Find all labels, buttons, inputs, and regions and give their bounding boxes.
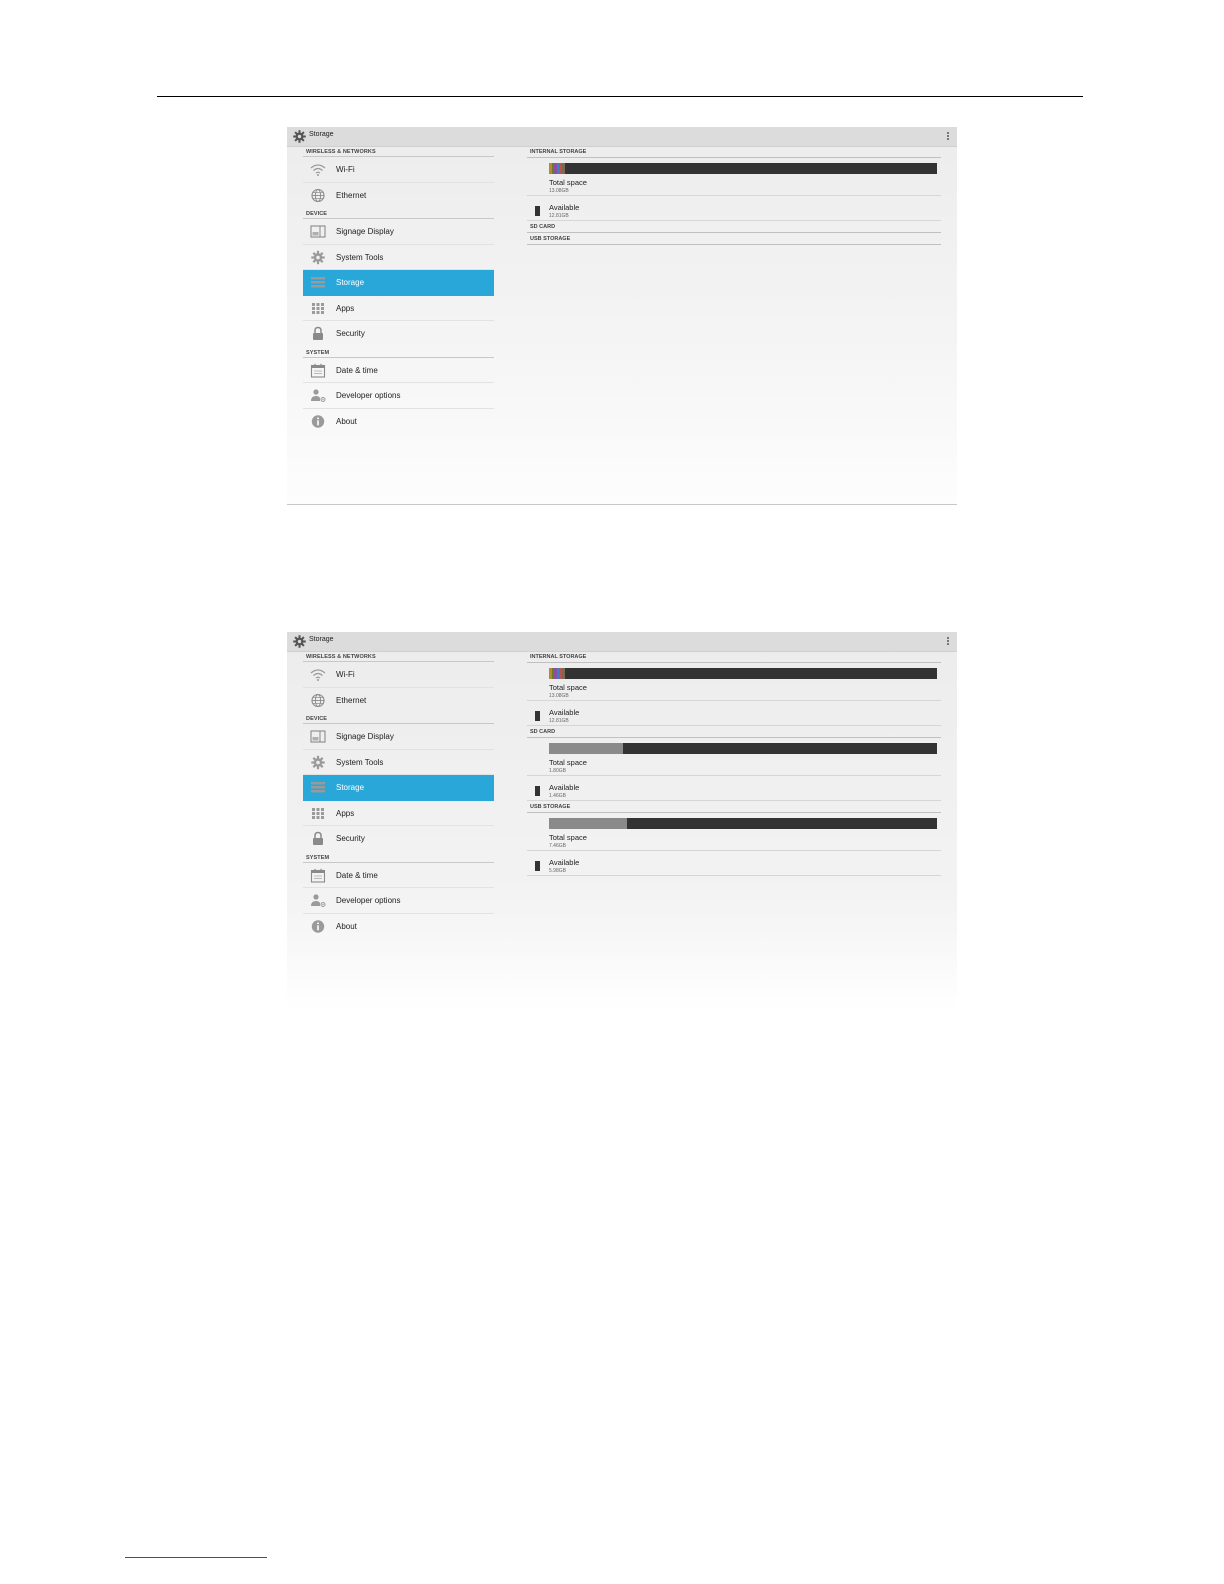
apps-grid-icon: [310, 301, 326, 316]
nav-item-label: Wi-Fi: [336, 670, 355, 679]
nav-section-header: SYSTEM: [303, 852, 494, 863]
storage-content: [527, 651, 941, 876]
nav-item-developer-options[interactable]: [303, 888, 494, 914]
nav-item-label: About: [336, 921, 357, 931]
nav-item-label: Storage: [336, 783, 365, 792]
nav-item-label: Ethernet: [336, 190, 367, 200]
available-color-swatch: [535, 206, 540, 216]
globe-icon: [310, 693, 326, 708]
total-space-row[interactable]: [527, 676, 941, 701]
storage-bar-row: [527, 158, 941, 171]
available-label: Available: [549, 708, 580, 717]
total-space-label: Total space: [549, 178, 587, 187]
lock-icon: [310, 831, 326, 846]
nav-item-label: Storage: [336, 278, 365, 287]
storage-section-header: SD CARD: [527, 221, 941, 233]
storage-section-header: SD CARD: [527, 726, 941, 738]
nav-item-apps[interactable]: [303, 801, 494, 827]
nav-item-label: Date & time: [336, 365, 378, 375]
total-space-label: Total space: [549, 683, 587, 692]
nav-section-header: DEVICE: [303, 713, 494, 724]
settings-gear-icon[interactable]: [292, 634, 307, 649]
action-bar-title: Storage: [309, 636, 334, 643]
nav-section-header: DEVICE: [303, 208, 494, 219]
nav-item-label: Apps: [336, 303, 355, 313]
total-space-row[interactable]: [527, 751, 941, 776]
page-header-rule: [157, 96, 1083, 97]
available-value: 12.81GB: [549, 718, 569, 724]
available-row[interactable]: [527, 701, 941, 726]
action-bar: [287, 127, 957, 147]
nav-item-label: Apps: [336, 808, 355, 818]
nav-item-system-tools[interactable]: [303, 245, 494, 271]
nav-item-storage[interactable]: [303, 270, 494, 296]
available-label: Available: [549, 858, 580, 867]
nav-section-header: WIRELESS & NETWORKS: [303, 146, 494, 157]
nav-item-wi-fi[interactable]: [303, 157, 494, 183]
nav-item-label: Security: [336, 329, 365, 338]
storage-screenshot-1: [287, 127, 957, 505]
display-icon: [310, 224, 326, 239]
nav-item-label: Date & time: [336, 870, 378, 880]
wifi-icon: [310, 667, 326, 682]
storage-bar-row: [527, 663, 941, 676]
available-color-swatch: [535, 786, 540, 796]
available-value: 5.98GB: [549, 868, 566, 874]
storage-section-header: INTERNAL STORAGE: [527, 651, 941, 663]
nav-item-label: System Tools: [336, 757, 384, 767]
info-icon: [310, 414, 326, 429]
available-value: 1.46GB: [549, 793, 566, 799]
nav-item-date-and-time[interactable]: [303, 863, 494, 889]
available-value: 12.81GB: [549, 213, 569, 219]
storage-icon: [310, 275, 326, 290]
nav-item-about[interactable]: [303, 914, 494, 940]
nav-item-signage-display[interactable]: [303, 724, 494, 750]
storage-bar-row: [527, 738, 941, 751]
overflow-menu-icon[interactable]: [947, 637, 950, 646]
nav-item-about[interactable]: [303, 409, 494, 435]
lock-icon: [310, 326, 326, 341]
nav-item-signage-display[interactable]: [303, 219, 494, 245]
storage-content: [527, 146, 941, 245]
total-space-row[interactable]: [527, 171, 941, 196]
action-bar: [287, 632, 957, 652]
storage-screenshot-2: [287, 632, 957, 1012]
footnote-rule: [125, 1557, 267, 1558]
nav-item-label: Signage Display: [336, 732, 394, 741]
gear-icon: [310, 755, 326, 770]
apps-grid-icon: [310, 806, 326, 821]
settings-nav: [303, 146, 494, 434]
overflow-menu-icon[interactable]: [947, 132, 950, 141]
nav-item-ethernet[interactable]: [303, 688, 494, 714]
available-label: Available: [549, 783, 580, 792]
nav-item-apps[interactable]: [303, 296, 494, 322]
nav-section-header: SYSTEM: [303, 347, 494, 358]
nav-item-storage[interactable]: [303, 775, 494, 801]
storage-section-header: USB STORAGE: [527, 233, 941, 245]
storage-section-header: INTERNAL STORAGE: [527, 146, 941, 158]
total-space-value: 1.80GB: [549, 768, 566, 774]
wifi-icon: [310, 162, 326, 177]
nav-item-date-and-time[interactable]: [303, 358, 494, 384]
info-icon: [310, 919, 326, 934]
nav-item-label: Ethernet: [336, 695, 367, 705]
developer-icon: [310, 893, 326, 908]
nav-item-label: System Tools: [336, 252, 384, 262]
nav-item-label: Developer options: [336, 391, 401, 400]
nav-item-label: Developer options: [336, 896, 401, 905]
total-space-label: Total space: [549, 758, 587, 767]
available-label: Available: [549, 203, 580, 212]
storage-bar-row: [527, 813, 941, 826]
nav-item-security[interactable]: [303, 321, 494, 347]
available-row[interactable]: [527, 196, 941, 221]
storage-section-header: USB STORAGE: [527, 801, 941, 813]
nav-item-label: About: [336, 416, 357, 426]
nav-item-label: Wi-Fi: [336, 165, 355, 174]
globe-icon: [310, 188, 326, 203]
storage-icon: [310, 780, 326, 795]
total-space-value: 7.46GB: [549, 843, 566, 849]
total-space-value: 13.08GB: [549, 188, 569, 194]
action-bar-title: Storage: [309, 131, 334, 138]
developer-icon: [310, 388, 326, 403]
available-color-swatch: [535, 861, 540, 871]
nav-section-header: WIRELESS & NETWORKS: [303, 651, 494, 662]
total-space-value: 13.08GB: [549, 693, 569, 699]
calendar-icon: [310, 868, 326, 883]
nav-item-system-tools[interactable]: [303, 750, 494, 776]
total-space-row[interactable]: [527, 826, 941, 851]
available-color-swatch: [535, 711, 540, 721]
gear-icon: [310, 250, 326, 265]
nav-item-wi-fi[interactable]: [303, 662, 494, 688]
settings-gear-icon[interactable]: [292, 129, 307, 144]
available-row[interactable]: [527, 776, 941, 801]
display-icon: [310, 729, 326, 744]
nav-item-security[interactable]: [303, 826, 494, 852]
settings-nav: [303, 651, 494, 939]
nav-item-label: Signage Display: [336, 227, 394, 236]
nav-item-developer-options[interactable]: [303, 383, 494, 409]
calendar-icon: [310, 363, 326, 378]
nav-item-label: Security: [336, 834, 365, 843]
nav-item-ethernet[interactable]: [303, 183, 494, 209]
available-row[interactable]: [527, 851, 941, 876]
total-space-label: Total space: [549, 833, 587, 842]
